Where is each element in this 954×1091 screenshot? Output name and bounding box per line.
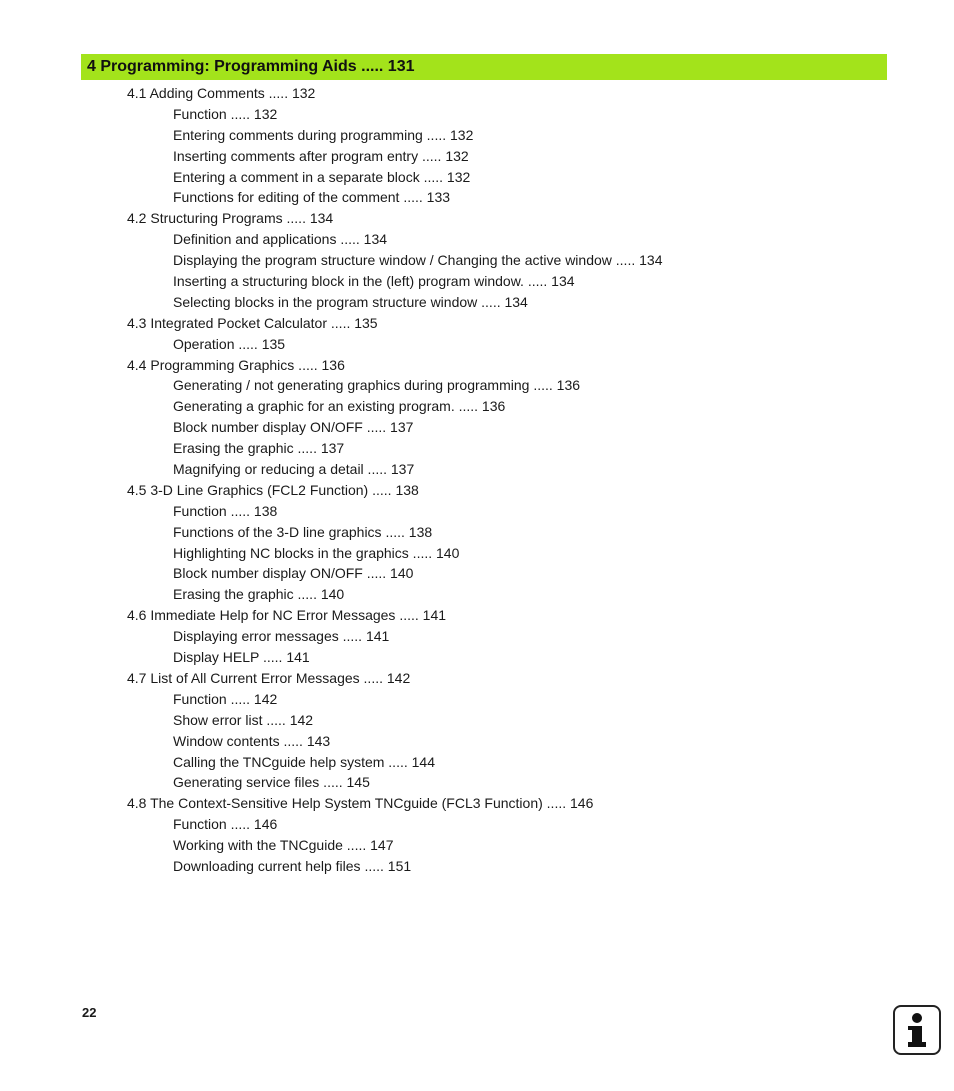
toc-subsection-entry[interactable]: Function ..... 138 xyxy=(173,502,278,519)
toc-subsection-entry[interactable]: Block number display ON/OFF ..... 137 xyxy=(173,419,414,436)
toc-section-entry[interactable]: 4.4 Programming Graphics ..... 136 xyxy=(127,356,345,373)
toc-section-entry[interactable]: 4.6 Immediate Help for NC Error Messages ..... 141 xyxy=(127,607,447,624)
toc-subsection-entry[interactable]: Calling the TNCguide help system ..... 144 xyxy=(173,753,435,770)
toc-subsection-entry[interactable]: Highlighting NC blocks in the graphics ..... 140 xyxy=(173,544,460,561)
info-button[interactable] xyxy=(893,1005,941,1055)
table-of-contents xyxy=(0,83,954,877)
toc-subsection-entry[interactable]: Working with the TNCguide ..... 147 xyxy=(173,837,394,854)
toc-subsection-entry[interactable]: Selecting blocks in the program structure window ..... 134 xyxy=(173,293,528,310)
info-icon xyxy=(895,1007,939,1053)
toc-subsection-entry[interactable]: Definition and applications ..... 134 xyxy=(173,231,388,248)
toc-subsection-entry[interactable]: Block number display ON/OFF ..... 140 xyxy=(173,565,414,582)
toc-subsection-entry[interactable]: Display HELP ..... 141 xyxy=(173,649,310,666)
toc-subsection-entry[interactable]: Window contents ..... 143 xyxy=(173,732,331,749)
toc-subsection-entry[interactable]: Function ..... 142 xyxy=(173,690,278,707)
toc-subsection-entry[interactable]: Inserting a structuring block in the (left) program window. ..... 134 xyxy=(173,273,575,290)
page-number: 22 xyxy=(82,1005,97,1020)
chapter-heading xyxy=(81,54,887,80)
chapter-title: 4 Programming: Programming Aids ..... 131 xyxy=(87,58,415,75)
toc-section-entry[interactable]: 4.8 The Context-Sensitive Help System TNCguide (FCL3 Function) ..... 146 xyxy=(127,795,594,812)
toc-subsection-entry[interactable]: Function ..... 146 xyxy=(173,816,278,833)
toc-section-entry[interactable]: 4.2 Structuring Programs ..... 134 xyxy=(127,210,334,227)
toc-subsection-entry[interactable]: Functions of the 3-D line graphics ..... 138 xyxy=(173,523,433,540)
toc-subsection-entry[interactable]: Entering a comment in a separate block ..... 132 xyxy=(173,168,471,185)
toc-section-entry[interactable]: 4.3 Integrated Pocket Calculator ..... 135 xyxy=(127,314,378,331)
toc-section-entry[interactable]: 4.5 3-D Line Graphics (FCL2 Function) ..... 138 xyxy=(127,481,419,498)
toc-subsection-entry[interactable]: Generating / not generating graphics during programming ..... 136 xyxy=(173,377,581,394)
toc-subsection-entry[interactable]: Generating service files ..... 145 xyxy=(173,774,370,791)
toc-subsection-entry[interactable]: Functions for editing of the comment ..... 133 xyxy=(173,189,451,206)
toc-subsection-entry[interactable]: Function ..... 132 xyxy=(173,105,278,122)
toc-subsection-entry[interactable]: Displaying error messages ..... 141 xyxy=(173,628,390,645)
toc-subsection-entry[interactable]: Entering comments during programming ..... 132 xyxy=(173,126,474,143)
toc-subsection-entry[interactable]: Show error list ..... 142 xyxy=(173,711,314,728)
toc-section-entry[interactable]: 4.1 Adding Comments ..... 132 xyxy=(127,85,316,101)
toc-subsection-entry[interactable]: Generating a graphic for an existing program. ..... 136 xyxy=(173,398,506,415)
toc-subsection-entry[interactable]: Operation ..... 135 xyxy=(173,335,286,352)
toc-subsection-entry[interactable]: Erasing the graphic ..... 140 xyxy=(173,586,345,603)
toc-section-entry[interactable]: 4.7 List of All Current Error Messages ..... 142 xyxy=(127,669,411,686)
toc-subsection-entry[interactable]: Displaying the program structure window / Changing the active window ..... 134 xyxy=(173,252,663,269)
toc-subsection-entry[interactable]: Downloading current help files ..... 151 xyxy=(173,857,412,874)
toc-subsection-entry[interactable]: Magnifying or reducing a detail ..... 137 xyxy=(173,461,415,478)
toc-subsection-entry[interactable]: Inserting comments after program entry ..... 132 xyxy=(173,147,469,164)
toc-subsection-entry[interactable]: Erasing the graphic ..... 137 xyxy=(173,440,345,457)
